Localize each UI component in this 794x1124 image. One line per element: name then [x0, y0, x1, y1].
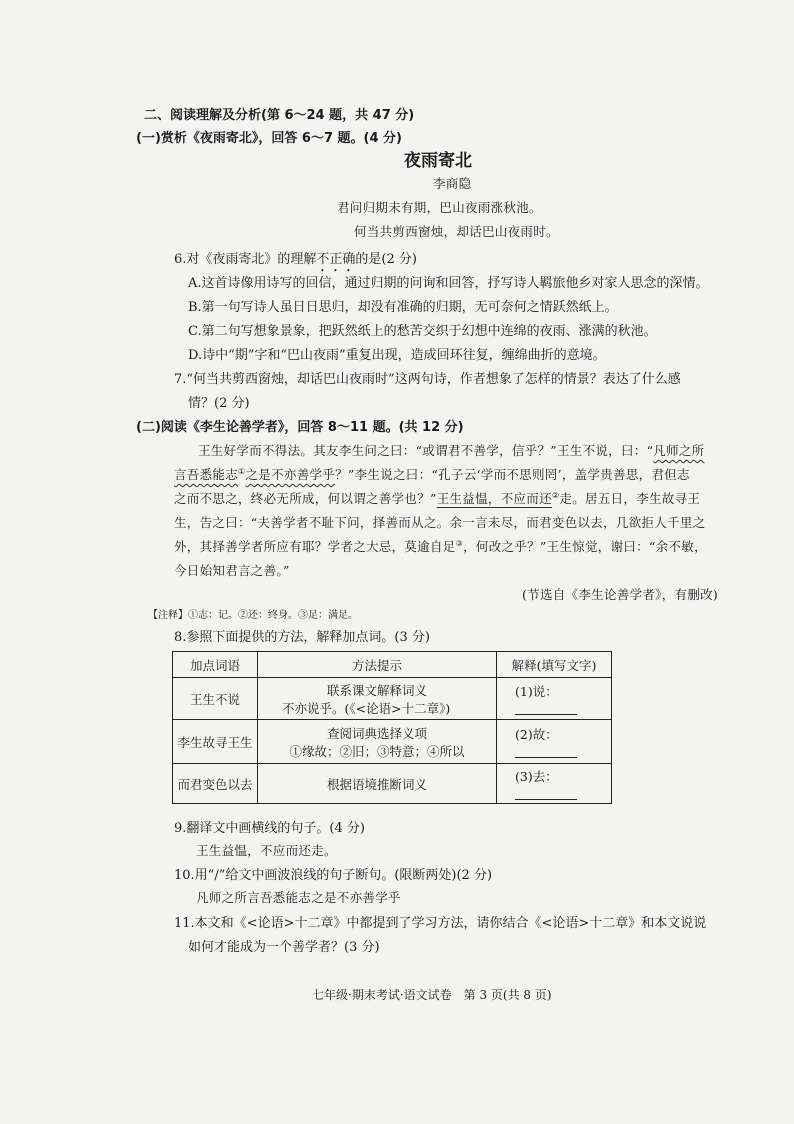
table-cell-word: 王生不说 — [173, 678, 258, 720]
table-row — [173, 678, 612, 720]
table-header-row — [173, 652, 612, 678]
answer-blank[interactable] — [515, 787, 577, 800]
note-marker: ② — [551, 490, 560, 500]
passage-text: 王生好学而不得法。其友李生问之曰：“或谓君不善学，信乎？”王生不说，曰：“ — [198, 443, 654, 458]
table-cell-hint — [258, 720, 497, 764]
poem-title: 夜雨寄北 — [404, 151, 472, 171]
q6-option-b: B.第一句写诗人虽日日思归，却没有准确的归期，无可奈何之情跃然纸上。 — [188, 300, 618, 315]
passage-text: 走。居五日，李生故寻王 — [559, 491, 701, 506]
answer-label: (2)故： — [515, 727, 558, 742]
note-marker: ① — [238, 466, 246, 476]
q8-stem: 8.参照下面提供的方法，解释加点词。(3 分) — [174, 630, 430, 645]
passage-notes: 【注释】①志：记。②还：终身。③足：满足。 — [148, 610, 358, 621]
hint-example: 不亦说乎。(《<论语>十二章》) — [282, 700, 451, 716]
table-header-word: 加点词语 — [173, 652, 258, 678]
table-row — [173, 720, 612, 764]
passage-line-5 — [174, 537, 707, 555]
q10-stem: 10.用“/”给文中画波浪线的句子断句。(限断两处)(2 分) — [174, 868, 493, 883]
poem-line-1: 君问归期未有期，巴山夜雨涨秋池。 — [337, 200, 542, 215]
q11-line-2: 如何才能成为一个善学者？(3 分) — [188, 940, 380, 955]
q6-option-c: C.第二句写想象景象，把跃然纸上的愁苦交织于幻想中连绵的夜雨、涨满的秋池。 — [188, 324, 657, 339]
passage-line-3 — [174, 489, 700, 507]
table-cell-answer — [497, 678, 612, 720]
part2-heading: (二)阅读《李生论善学者》，回答 8～11 题。(共 12 分) — [136, 420, 464, 435]
hint-options: ①缘故；②旧；③特意；④所以 — [289, 743, 465, 759]
poem-author: 李商隐 — [433, 176, 472, 191]
page-footer: 七年级·期末考试·语文试卷 第 3 页(共 8 页) — [312, 988, 552, 1002]
table-cell-answer — [497, 764, 612, 804]
passage-wavy-text: 之是不亦善学乎 — [245, 467, 336, 482]
method-table — [172, 651, 612, 804]
passage-text: ？”李生说之曰：“孔子云‘学而不思则罔’，盖学贵善思，君但志 — [335, 467, 690, 482]
table-cell-word: 李生故寻王生 — [173, 720, 258, 764]
passage-source: (节选自《李生论善学者》，有删改) — [522, 587, 719, 602]
note-marker: ③ — [455, 538, 464, 548]
hint-text: 查阅词典选择义项 — [326, 725, 427, 741]
q7-line-2: 情？(2 分) — [188, 396, 250, 411]
passage-text: 外，其择善学者所应有耶？学者之大忌，莫逾自足 — [174, 539, 456, 554]
q9-stem: 9.翻译文中画横线的句子。(4 分) — [174, 821, 365, 836]
q9-sentence: 王生益愠，不应而还走。 — [196, 843, 337, 858]
passage-wavy-text: 言吾悉能志 — [174, 467, 239, 482]
table-header-answer: 解释(填写文字) — [497, 652, 612, 678]
q10-sentence: 凡师之所言吾悉能志之是不亦善学乎 — [196, 890, 401, 905]
passage-line-6: 今日始知君言之善。” — [174, 563, 290, 578]
table-cell-word: 而君变色以去 — [173, 764, 258, 804]
table-header-hint: 方法提示 — [258, 652, 497, 678]
q6-stem-post: 的是(2 分) — [355, 252, 417, 267]
passage-text: ，何改之乎？”王生惊觉，谢曰：“余不敏， — [463, 539, 707, 554]
answer-label: (3)去： — [515, 769, 558, 784]
hint-text: 联系课文解释词义 — [326, 682, 427, 698]
table-cell-hint — [258, 678, 497, 720]
answer-label: (1)说： — [515, 684, 558, 699]
table-cell-answer — [497, 720, 612, 764]
table-row — [173, 764, 612, 804]
section-title: 二、阅读理解及分析(第 6～24 题，共 47 分) — [144, 108, 415, 123]
q6-option-a: A.这首诗像用诗写的回信，通过归期的问询和回答，抒写诗人羁旅他乡对家人思念的深情。 — [188, 276, 709, 291]
passage-line-2 — [174, 465, 690, 483]
q6-stem-pre: 6.对《夜雨寄北》的理解 — [174, 252, 317, 267]
q7-line-1: 7.“何当共剪西窗烛，却话巴山夜雨时”这两句诗，作者想象了怎样的情景？表达了什么感 — [174, 372, 681, 387]
q6-stem-emphasis: 不正确 — [316, 252, 356, 267]
part1-heading: (一)赏析《夜雨寄北》，回答 6～7 题。(4 分) — [136, 131, 402, 146]
q11-line-1: 11.本文和《<论语>十二章》中都提到了学习方法，请你结合《<论语>十二章》和本文说说 — [174, 916, 707, 931]
passage-underlined-text: 王生益愠，不应而还 — [436, 491, 552, 506]
table-cell-hint: 根据语境推断词义 — [258, 764, 497, 804]
passage-text: 之而不思之，终必无所成，何以谓之善学也？” — [174, 491, 437, 506]
answer-blank[interactable] — [515, 745, 577, 758]
passage-line-4: 生，告之曰：“夫善学者不耻下问，择善而从之。余一言未尽，而君变色以去，几欲拒人千里之 — [174, 515, 706, 530]
q6-stem — [174, 248, 417, 275]
answer-blank[interactable] — [515, 702, 577, 715]
q6-option-d: D.诗中“期”字和“巴山夜雨”重复出现，造成回环往复，缠绵曲折的意境。 — [188, 348, 606, 363]
passage-wavy-text: 凡师之所 — [653, 443, 705, 458]
passage-line-1 — [198, 441, 704, 459]
poem-line-2: 何当共剪西窗烛，却话巴山夜雨时。 — [354, 224, 559, 239]
